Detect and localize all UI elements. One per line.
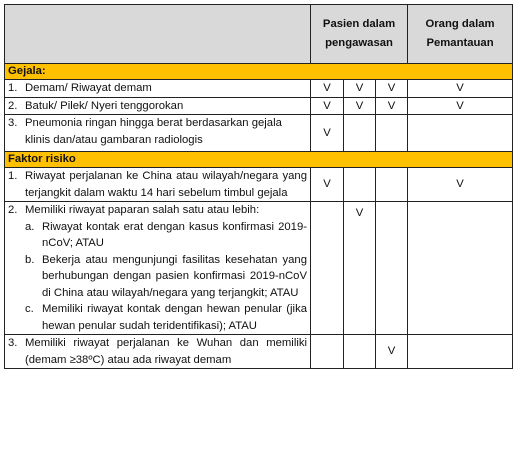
section-gejala: Gejala: xyxy=(5,64,513,80)
check-mark: V xyxy=(311,97,344,115)
sub-text: Riwayat kontak erat dengan kasus konfirmasi 2019-nCoV; ATAU xyxy=(42,220,307,249)
faktor-row-3 xyxy=(5,335,513,369)
section-faktor: Faktor risiko xyxy=(5,152,513,168)
empty-cell xyxy=(408,335,513,369)
sub-number: a. xyxy=(25,220,35,233)
criteria-text: Pneumonia ringan hingga berat berdasarkan gejala klinis dan/atau gambaran radiologis xyxy=(25,117,282,146)
row-number: 1. xyxy=(8,82,18,94)
criteria-table xyxy=(4,4,513,369)
faktor-2-cell xyxy=(5,202,311,335)
check-mark: V xyxy=(408,80,513,98)
check-mark: V xyxy=(344,97,376,115)
gejala-row-3 xyxy=(5,115,513,152)
criteria-text: Demam/ Riwayat demam xyxy=(25,82,152,94)
sub-item xyxy=(25,301,307,334)
empty-cell xyxy=(344,335,376,369)
criteria-text: Batuk/ Pilek/ Nyeri tenggorokan xyxy=(25,99,184,112)
check-mark: V xyxy=(344,202,376,335)
check-mark: V xyxy=(408,97,513,115)
check-mark: V xyxy=(376,97,408,115)
gejala-2-cell xyxy=(5,97,311,115)
check-mark: V xyxy=(344,80,376,98)
sub-text: Memiliki riwayat kontak dengan hewan penular (jika hewan penular sudah teridentifikasi); ATAU xyxy=(42,303,307,332)
sub-number: c. xyxy=(25,303,34,315)
sub-item xyxy=(25,219,307,252)
sub-text: Bekerja atau mengunjungi fasilitas kesehatan yang berhubungan dengan pasien konfirmasi 2019-nCoV di China atau wilayah/negara yang terjangkit; ATAU xyxy=(42,253,307,299)
empty-cell xyxy=(408,202,513,335)
check-mark: V xyxy=(311,80,344,98)
check-mark: V xyxy=(311,168,344,202)
empty-cell xyxy=(344,115,376,152)
gejala-row-2 xyxy=(5,97,513,115)
empty-cell xyxy=(376,115,408,152)
header-row xyxy=(5,5,513,64)
faktor-row-1 xyxy=(5,168,513,202)
criteria-text: Memiliki riwayat paparan salah satu atau lebih: xyxy=(25,204,260,216)
empty-cell xyxy=(311,335,344,369)
empty-cell xyxy=(408,115,513,152)
row-number: 3. xyxy=(8,117,18,129)
row-number: 1. xyxy=(8,170,18,182)
faktor-row-2 xyxy=(5,202,513,335)
empty-cell xyxy=(344,168,376,202)
empty-cell xyxy=(376,168,408,202)
header-blank-cell xyxy=(5,5,311,64)
empty-cell xyxy=(376,202,408,335)
check-mark: V xyxy=(376,335,408,369)
check-mark: V xyxy=(311,115,344,152)
empty-cell xyxy=(311,202,344,335)
sub-item xyxy=(25,252,307,302)
header-odp: Orang dalam Pemantauan xyxy=(408,5,513,64)
header-pdp: Pasien dalam pengawasan xyxy=(311,5,408,64)
gejala-1-cell xyxy=(5,80,311,98)
check-mark: V xyxy=(408,168,513,202)
sub-number: b. xyxy=(25,253,35,266)
row-number: 3. xyxy=(8,337,18,349)
gejala-row-1 xyxy=(5,80,513,98)
section-gejala-row xyxy=(5,64,513,80)
section-faktor-row xyxy=(5,152,513,168)
check-mark: V xyxy=(376,80,408,98)
criteria-text: Riwayat perjalanan ke China atau wilayah/negara yang terjangkit dalam waktu 14 hari sebelum timbul gejala xyxy=(25,170,307,199)
criteria-text: Memiliki riwayat perjalanan ke Wuhan dan memiliki (demam ≥38ºC) atau ada riwayat demam xyxy=(25,337,307,366)
gejala-3-cell xyxy=(5,115,311,152)
criteria-table-container xyxy=(4,4,513,369)
faktor-3-cell xyxy=(5,335,311,369)
row-number: 2. xyxy=(8,204,18,216)
faktor-1-cell xyxy=(5,168,311,202)
row-number: 2. xyxy=(8,99,18,112)
